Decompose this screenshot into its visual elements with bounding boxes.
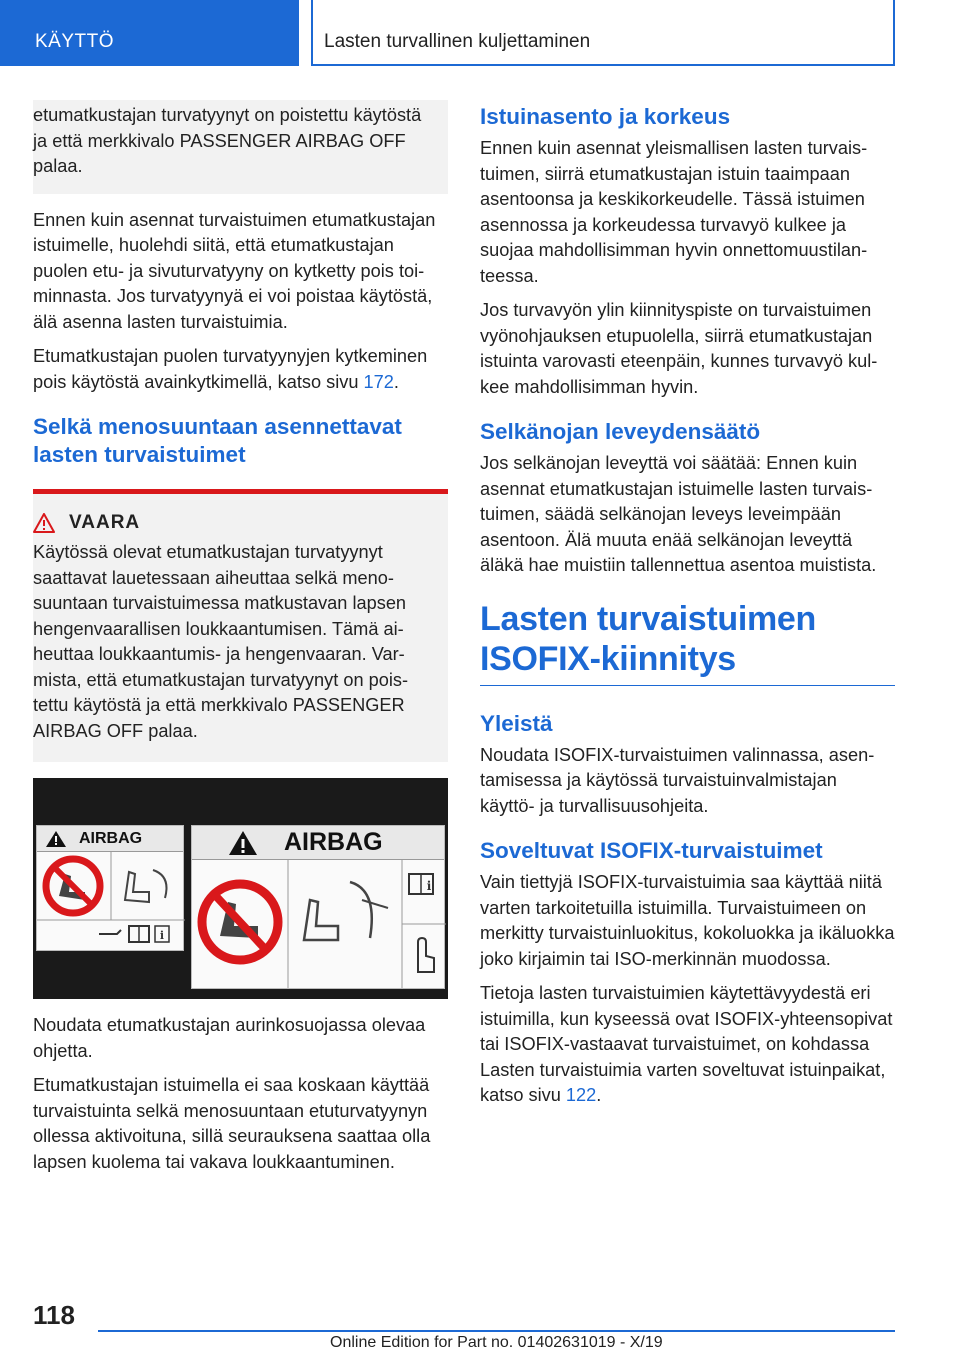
footer-rule — [98, 1330, 895, 1332]
header-underline — [311, 64, 895, 66]
svg-text:i: i — [159, 929, 165, 942]
left-column — [33, 100, 448, 1184]
danger-box — [33, 489, 448, 762]
header-divider-right — [893, 0, 895, 66]
paragraph: Ennen kuin asennat yleismallisen lasten turvaistuimen, siirrä etumatkustajan istuin taaimpaan asentoonsa ja keskikorkeudelle. Tässä istuimen asennossa ja korkeudessa turvavyö kulkee ja suojaa mahdollisimman hyvin onnettomuustilanteessa. — [480, 138, 868, 286]
notice-box — [33, 100, 448, 194]
paragraph — [33, 344, 448, 395]
section-heading: Istuinasento ja korkeus — [480, 104, 731, 129]
section-heading: Soveltuvat ISOFIX-turvaistuimet — [480, 838, 823, 863]
paragraph-end: . — [393, 371, 399, 392]
header-divider-left — [311, 0, 313, 66]
airbag-sticker-pictograms — [192, 860, 446, 988]
airbag-sticker-pictograms — [37, 852, 185, 950]
paragraph: Noudata etumatkustajan aurinkosuojassa olevaa ohjetta. — [33, 1015, 426, 1061]
edition-note: Online Edition for Part no. 01402631019 - X/19 — [330, 1334, 663, 1351]
paragraph: Jos turvavyön ylin kiinnityspiste on turvaistuimen vyönohjauksen etupuolella, siirrä etumatkustajan istuinta varovasti eteenpäin, kunnes turvavyö kulkee mahdollisimman hyvin. — [480, 300, 878, 397]
page-link-172[interactable]: 172 — [363, 371, 394, 392]
paragraph-end: . — [596, 1085, 602, 1105]
paragraph-text: Etumatkustajan puolen turvatyynyjen kytkeminen pois käytöstä avainkytkimellä, katso sivu — [33, 346, 428, 392]
sticker-label: AIRBAG — [284, 828, 383, 856]
section-tab[interactable]: KÄYTTÖ — [0, 0, 299, 66]
notice-text: etumatkustajan turvatyynyt on poistettu käytöstä ja että merkkivalo PASSENGER AIRBAG OFF palaa. — [33, 105, 422, 176]
section-heading: Selkä menosuuntaan asennettavat lasten turvaistuimet — [33, 414, 402, 467]
section-heading: Yleistä — [480, 710, 553, 736]
danger-text: Käytössä olevat etumatkustajan turvatyynyt saattavat lauetessaan aiheuttaa selkä menosuuntaan turvaistuimessa matkustavan lapsen hengenvaarallisen loukkaantumisen. Tämä aiheuttaa loukkaantumis- ja hengenvaaran. Varmista, että etumatkustajan turvatyynyt on poistettu käytöstä ja että merkkivalo PASSENGER AIRBAG OFF palaa. — [33, 542, 409, 741]
airbag-sticker-large — [191, 825, 445, 989]
right-column — [480, 100, 895, 1118]
svg-text:i: i — [426, 879, 432, 893]
paragraph: Noudata ISOFIX-turvaistuimen valinnassa, asentamisessa ja käytössä turvaistuinvalmistajan käyttö- ja turvallisuusohjeita. — [480, 744, 875, 816]
paragraph-text: Tietoja lasten turvaistuimien käytettävyydestä eri istuimilla, kun kyseessä ovat ISOFIX-yhteensopivat tai ISOFIX-vastaavat turvaistuimet, on kohdassa Lasten turvaistuimia varten soveltuvat istuinpaikat, katso sivu — [480, 983, 893, 1105]
section-heading: Selkänojan leveydensäätö — [480, 419, 761, 444]
warning-triangle-icon — [45, 830, 67, 848]
warning-triangle-icon — [33, 513, 55, 533]
danger-label: VAARA — [69, 512, 141, 533]
chapter-title: Lasten turvallinen kuljettaminen — [324, 31, 591, 52]
paragraph: Jos selkänojan leveyttä voi säätää: Ennen kuin asennat etumatkustajan istuimelle lasten turvaistuimen, säädä selkänojan leveys leveimpään asentoon. Älä muuta enää selkänojan leveyttä äläkä hae muistiin tallennettua asentoa muistista. — [480, 453, 877, 575]
warning-triangle-icon — [228, 830, 258, 856]
paragraph — [480, 981, 895, 1109]
paragraph: Vain tiettyjä ISOFIX-turvaistuimia saa käyttää niitä varten tarkoitetuilla istuimilla. Turvaistuimeen on merkitty turvaistuinluokitus, kokoluokka ja ikäluokka joko kirjaimin tai ISO-merkinnän muodossa. — [480, 872, 895, 969]
chapter-heading: Lasten turvaistuimen ISOFIX-kiinnitys — [480, 599, 895, 686]
airbag-warning-sticker-image — [33, 778, 448, 999]
page-link-122[interactable]: 122 — [565, 1085, 597, 1105]
paragraph: Etumatkustajan istuimella ei saa koskaan käyttää turvaistuinta selkä menosuuntaan etuturvatyynyn ollessa aktivoituna, sillä seurauksena saattaa olla lapsen kuolema tai vakava loukkaantuminen. — [33, 1075, 431, 1172]
page-number: 118 — [33, 1300, 75, 1330]
airbag-sticker-small — [36, 825, 184, 951]
sticker-label: AIRBAG — [79, 829, 143, 847]
paragraph: Ennen kuin asennat turvaistuimen etumatkustajan istuimelle, huolehdi siitä, että etumatkustajan puolen etu- ja sivuturvatyyny on kytketty pois toiminnasta. Jos turvatyynyä ei voi poistaa käytöstä, älä asenna lasten turvaistuimia. — [33, 209, 436, 332]
